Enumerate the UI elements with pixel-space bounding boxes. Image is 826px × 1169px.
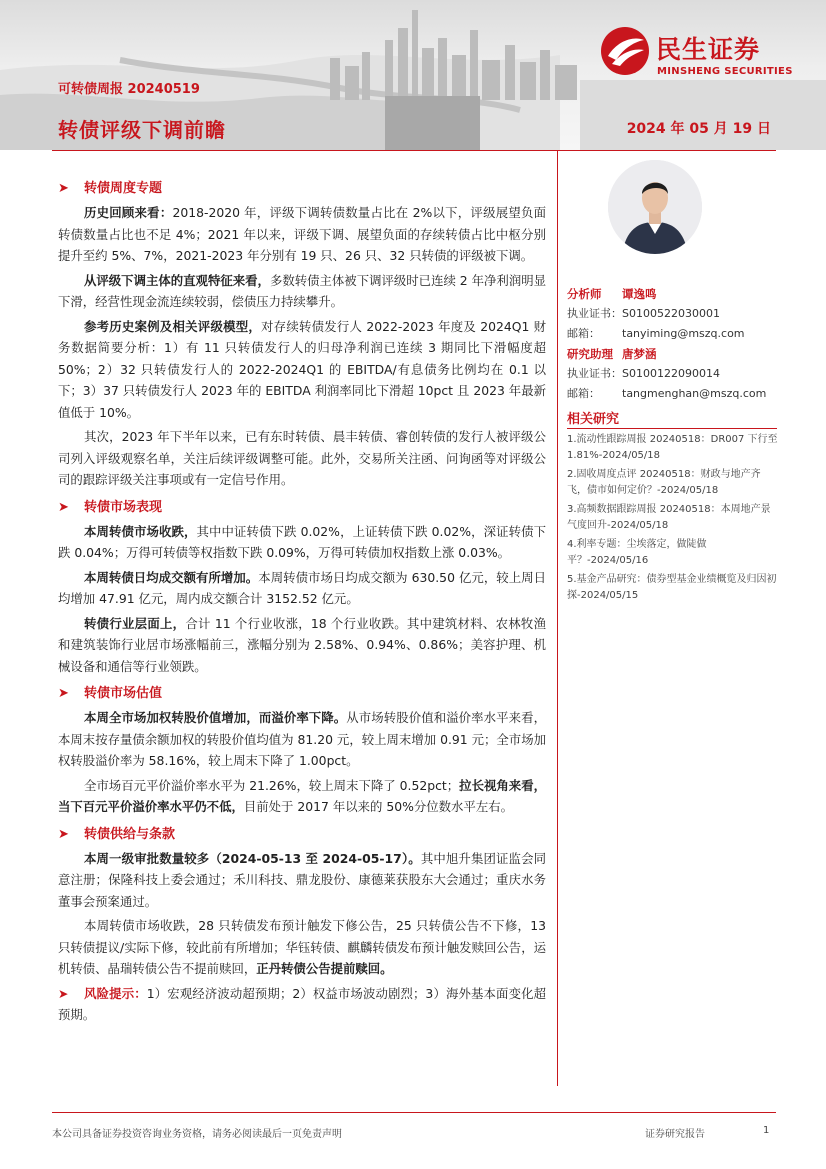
paragraph: 参考历史案例及相关评级模型，对存续转债发行人 2022-2023 年度及 2024Q1 财务数据简要分析：1）有 11 只转债发行人的归母净利润已连续 3 期同比下滑幅度超 50%；2）32 只转债发行人的 2022-2024Q1 的 EBITDA/有息债务比例均在 0.1 以下；3）37 只转债发行人 2023 年的 EBITDA 利润率同比下滑超 10pct 且 2023 年最新值低于 10%。 <box>58 318 546 420</box>
footer-disclaimer: 本公司具备证券投资咨询业务资格，请务必阅读最后一页免责声明 <box>52 1129 342 1140</box>
related-item[interactable]: 2.固收周度点评 20240518：财政与地产齐飞，债市如何定价？-2024/05/18 <box>567 469 761 496</box>
section-arrow-icon: ➤ <box>58 686 69 701</box>
analyst-cert-row: 执业证书：S0100122090014 <box>567 367 720 380</box>
main-column <box>58 172 546 1029</box>
paragraph: 转债行业层面上，合计 11 个行业收涨，18 个行业收跌。其中建筑材料、农林牧渔和建筑装饰行业居市场涨幅前三，涨幅分别为 2.58%、0.94%、0.86%；美容护理、机械设备和通信等行业领跌。 <box>58 615 546 674</box>
related-item[interactable]: 3.高频数据跟踪周报 20240518：本周地产景气度回升-2024/05/18 <box>567 504 771 531</box>
logo-cn-text: 民生证券 <box>656 35 761 64</box>
section-heading: ➤ 转债市场估值 <box>58 686 163 701</box>
related-item[interactable]: 1.流动性跟踪周报 20240518：DR007 下行至 1.81%-2024/05/18 <box>567 434 778 461</box>
section-arrow-icon: ➤ <box>58 826 69 842</box>
paragraph: 历史回顾来看：2018-2020 年，评级下调转债数量占比在 2%以下，评级展望负面转债数量占比也不足 4%；2021 年以来，评级下调、展望负面的存续转债占比中枢分别提升至约 5%、7%，2021-2023 年分别有 19 只、26 只、32 只转债的评级被下调。 <box>58 205 546 263</box>
related-research-list <box>567 432 779 607</box>
paragraph: 从评级下调主体的直观特征来看，多数转债主体被下调评级时已连续 2 年净利润明显下滑，经营性现金流连续较弱，偿债压力持续攀升。 <box>58 272 547 309</box>
related-item[interactable]: 5.基金产品研究：债券型基金业绩概览及归因初探-2024/05/15 <box>567 574 777 601</box>
column-divider <box>557 150 558 1086</box>
company-logo <box>600 26 810 86</box>
paragraph: 本周转债日均成交额有所增加。本周转债市场日均成交额为 630.50 亿元，较上周日均增加 47.91 亿元，周内成交额合计 3152.52 亿元。 <box>58 569 547 606</box>
risk-warning: ➤ 风险提示：1）宏观经济波动超预期；2）权益市场波动剧烈；3）海外基本面变化超预期。 <box>58 983 546 1026</box>
header-banner <box>0 0 826 150</box>
section-arrow-icon: ➤ <box>58 985 69 1001</box>
section-arrow-icon: ➤ <box>58 181 69 196</box>
page-number: 1 <box>763 1125 770 1136</box>
analyst-photo <box>608 160 702 254</box>
analyst-info <box>567 284 782 404</box>
analyst-email-row: 邮箱： tangmenghan@mszq.com <box>567 387 767 400</box>
related-divider <box>567 428 777 429</box>
analyst-role-row: 研究助理 唐梦涵 <box>567 347 657 361</box>
footer-divider <box>52 1112 776 1113</box>
report-title: 转债评级下调前瞻 <box>58 118 226 142</box>
analyst-cert-row: 执业证书：S0100522030001 <box>567 307 720 320</box>
section-heading: ➤ 转债周度专题 <box>58 181 163 196</box>
report-series: 可转债周报 20240519 <box>58 82 200 97</box>
analyst-avatar-icon <box>608 160 702 254</box>
section-heading: ➤ 转债市场表现 <box>58 499 163 515</box>
paragraph: 本周全市场加权转股价值增加，而溢价率下降。从市场转股价值和溢价率水平来看，本周末按存量债余额加权的转股价值均值为 81.20 元，较上周末增加 0.91 元；全市场加权转股溢价率为 58.16%，较上周末下降了 1.00pct。 <box>58 710 547 768</box>
paragraph: 本周一级审批数量较多（2024-05-13 至 2024-05-17）。其中旭升集团证监会同意注册；保隆科技上委会通过；禾川科技、鼎龙股份、康德莱获股东大会通过；重庆水务董事会预案通过。 <box>58 850 546 909</box>
report-date: 2024 年 05 月 19 日 <box>626 121 771 137</box>
footer-report-type: 证券研究报告 <box>645 1129 705 1140</box>
paragraph: 其次，2023 年下半年以来，已有东时转债、晨丰转债、睿创转债的发行人被评级公司列入评级观察名单，关注后续评级调整可能。此外，交易所关注函、问询函等对评级公司的跟踪评级关注事项或有一定信号作用。 <box>58 429 546 487</box>
related-research-title: 相关研究 <box>567 412 620 427</box>
analyst-role-row: 分析师 谭逸鸣 <box>567 287 657 301</box>
section-heading: ➤ 转债供给与条款 <box>58 826 176 842</box>
related-item[interactable]: 4.利率专题：尘埃落定，做陡做平？-2024/05/16 <box>567 539 707 566</box>
minsheng-logo-icon <box>600 26 650 76</box>
paragraph: 本周转债市场收跌，28 只转债发布预计触发下修公告，25 只转债公告不下修，13 只转债提议/实际下修，较此前有所增加；华钰转债、麒麟转债发布预计触发赎回公告，运机转债、晶瑞转债公告不提前赎回，正丹转债公告提前赎回。 <box>58 918 546 976</box>
paragraph: 全市场百元平价溢价率水平为 21.26%，较上周末下降了 0.52pct；拉长视角来看，当下百元平价溢价率水平仍不低，目前处于 2017 年以来的 50%分位数水平左右。 <box>58 777 547 814</box>
logo-en-text: MINSHENG SECURITIES <box>657 66 793 77</box>
paragraph: 本周转债市场收跌，其中中证转债下跌 0.02%，上证转债下跌 0.02%，深证转债下跌 0.04%；万得可转债等权指数下跌 0.09%，万得可转债加权指数上涨 0.03%。 <box>58 523 547 560</box>
section-arrow-icon: ➤ <box>58 499 69 515</box>
analyst-email-row: 邮箱： tanyiming@mszq.com <box>567 327 745 340</box>
top-divider <box>52 150 776 151</box>
